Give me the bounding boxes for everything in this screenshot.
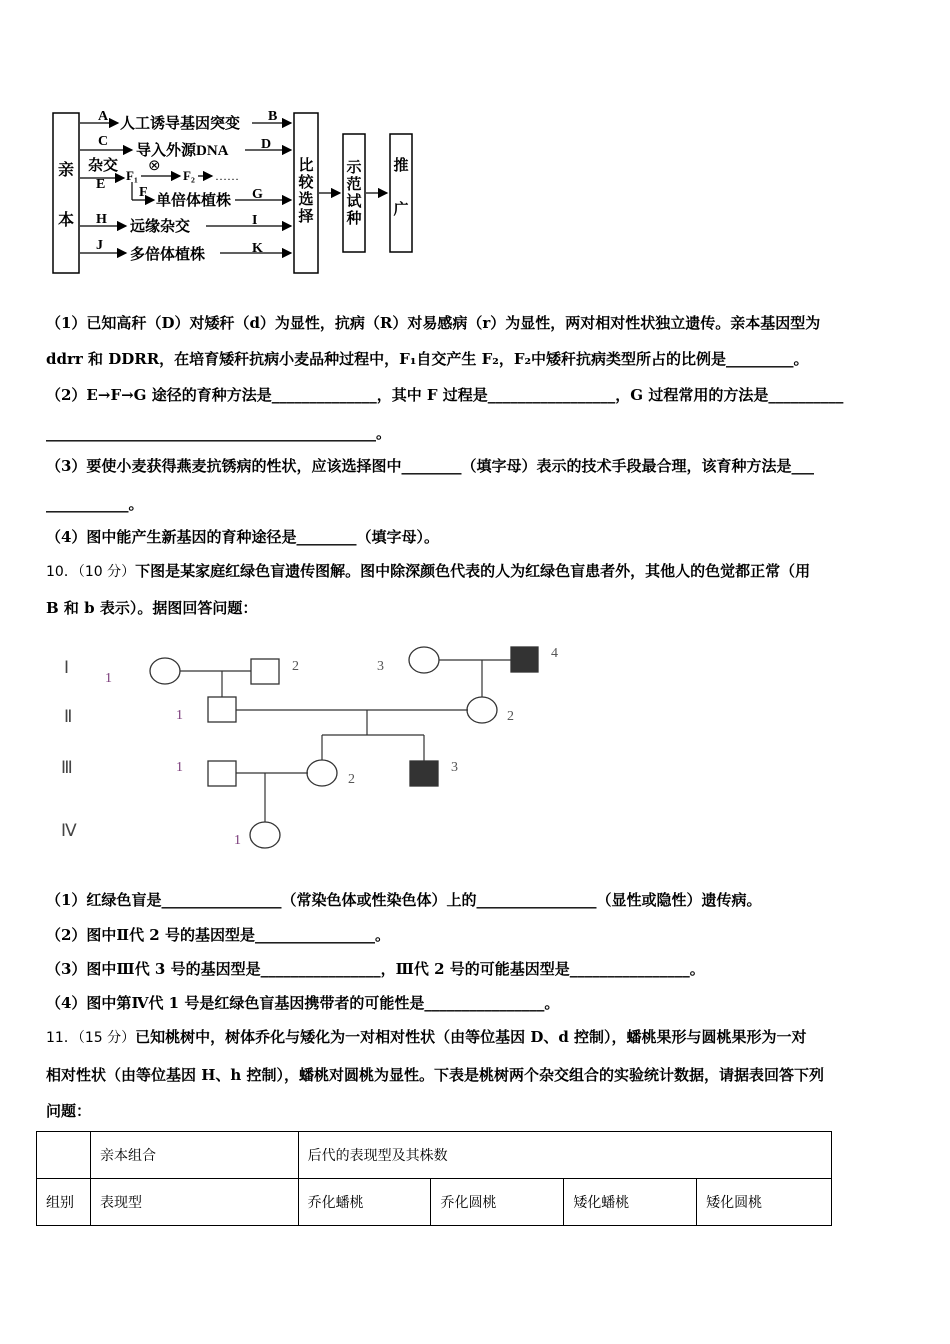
q10-stem-line1 bbox=[46, 560, 810, 581]
g2-1-male bbox=[208, 697, 236, 722]
header-offspring: 后代的表现型及其株数 bbox=[298, 1132, 831, 1179]
header-dwarf-round: 矮化圆桃 bbox=[697, 1179, 832, 1226]
q10-text: 下图是某家庭红绿色盲遗传图解。图中除深颜色代表的人为红绿色盲患者外，其他人的色觉都正常（用 bbox=[135, 562, 811, 580]
breeding-flow-diagram bbox=[40, 100, 440, 285]
g1-2-label: 2 bbox=[292, 659, 299, 674]
q11-number: 11． bbox=[46, 1030, 78, 1046]
row6-letter-out: K bbox=[252, 241, 263, 256]
q10-part3: （3）图中Ⅲ代 3 号的基因型是________________，Ⅲ代 2 号的可能基因型是________________。 bbox=[46, 960, 705, 978]
g3-2-label: 2 bbox=[348, 772, 355, 787]
row4-label: 单倍体植株 bbox=[156, 193, 232, 209]
gen-label-3: Ⅲ bbox=[61, 758, 73, 777]
table-cell-empty bbox=[37, 1132, 91, 1179]
g2-2-female bbox=[467, 697, 497, 723]
table-row bbox=[37, 1179, 832, 1226]
g3-1-label: 1 bbox=[176, 760, 183, 775]
g1-4-male-affected bbox=[511, 647, 538, 672]
row2-letter-in: C bbox=[98, 134, 109, 149]
q9-part3-line1: （3）要使小麦获得燕麦抗锈病的性状，应该选择图中________（填字母）表示的技术手段最合理，该育种方法是___ bbox=[46, 457, 814, 475]
q9-part4: （4）图中能产生新基因的育种途径是________（填字母）。 bbox=[46, 528, 439, 546]
header-phenotype: 表现型 bbox=[90, 1179, 298, 1226]
q10-score: （10 分） bbox=[77, 564, 136, 580]
pedigree-chart bbox=[50, 640, 570, 865]
q9-part2-line2: ____________________________________________。 bbox=[46, 424, 392, 442]
row3-letter-mid: E bbox=[96, 177, 106, 192]
header-tall-flat: 乔化蟠桃 bbox=[298, 1179, 431, 1226]
g1-4-label: 4 bbox=[551, 646, 558, 661]
g1-3-label: 3 bbox=[377, 659, 384, 674]
header-group: 组别 bbox=[37, 1179, 91, 1226]
row4-letter-in: F bbox=[139, 185, 148, 200]
q11-score: （15 分） bbox=[77, 1030, 136, 1046]
g3-3-label: 3 bbox=[451, 760, 458, 775]
q11-stem-line3: 问题： bbox=[46, 1102, 92, 1120]
q9-part2-line1: （2）E→F→G 途径的育种方法是______________，其中 F 过程是_________________，G 过程常用的方法是__________ bbox=[46, 386, 844, 404]
q9-part3-line2: ___________。 bbox=[46, 495, 144, 513]
row2-letter-out: D bbox=[261, 137, 272, 152]
g2-1-label: 1 bbox=[176, 708, 183, 723]
promote-box bbox=[390, 134, 412, 252]
gen-label-1: Ⅰ bbox=[64, 658, 70, 677]
row6-label: 多倍体植株 bbox=[130, 247, 206, 263]
table-row bbox=[37, 1132, 832, 1179]
row5-letter-out: I bbox=[252, 213, 258, 228]
row3-f1: F₁ bbox=[126, 168, 138, 183]
q9-part1-line2: ddrr 和 DDRR，在培育矮秆抗病小麦品种过程中，F₁自交产生 F₂，F₂中矮秆抗病类型所占的比例是_________。 bbox=[46, 350, 809, 368]
row2-label: 导入外源DNA bbox=[136, 143, 229, 159]
g3-1-male bbox=[208, 761, 236, 786]
compare-char-3: 选 bbox=[298, 192, 314, 208]
g4-1-female bbox=[250, 822, 280, 848]
q10-part1: （1）红绿色盲是________________（常染色体或性染色体）上的________________（显性或隐性）遗传病。 bbox=[46, 891, 762, 909]
q10-stem-line2: B 和 b 表示）。据图回答问题： bbox=[46, 599, 258, 617]
row5-label: 远缘杂交 bbox=[130, 219, 191, 235]
g4-1-label: 1 bbox=[234, 833, 241, 848]
header-parent-combo: 亲本组合 bbox=[90, 1132, 298, 1179]
row6-letter-in: J bbox=[96, 238, 103, 253]
promote-char-2: 广 bbox=[393, 202, 409, 218]
q10-part2: （2）图中Ⅱ代 2 号的基因型是________________。 bbox=[46, 926, 390, 944]
header-dwarf-flat: 矮化蟠桃 bbox=[564, 1179, 697, 1226]
gen-label-4: Ⅳ bbox=[61, 821, 77, 840]
cross-data-table bbox=[36, 1131, 832, 1226]
parent-char-1: 亲 bbox=[57, 162, 75, 179]
row1-label: 人工诱导基因突变 bbox=[120, 116, 241, 132]
promote-char-1: 推 bbox=[393, 158, 409, 174]
row3-dots: …… bbox=[215, 169, 239, 183]
row3-f2: F₂ bbox=[183, 168, 195, 183]
demo-char-3: 试 bbox=[346, 194, 362, 210]
parent-box bbox=[53, 113, 79, 273]
q9-part1-line1: （1）已知高秆（D）对矮秆（d）为显性，抗病（R）对易感病（r）为显性，两对相对性状独立遗传。亲本基因型为 bbox=[46, 314, 821, 332]
row3-cross-symbol: ⊗ bbox=[148, 158, 161, 174]
demo-char-2: 范 bbox=[346, 177, 362, 193]
row5-letter-in: H bbox=[96, 212, 107, 227]
demo-char-1: 示 bbox=[346, 160, 362, 176]
q11-text: 已知桃树中，树体乔化与矮化为一对相对性状（由等位基因 D、d 控制），蟠桃果形与圆桃果形为一对 bbox=[135, 1028, 807, 1046]
compare-char-4: 择 bbox=[298, 209, 314, 225]
row4-letter-out: G bbox=[252, 187, 263, 202]
g1-1-female bbox=[150, 658, 180, 684]
row1-letter-in: A bbox=[98, 109, 109, 124]
compare-char-2: 较 bbox=[298, 175, 314, 191]
g1-1-label: 1 bbox=[105, 671, 112, 686]
q11-stem-line1 bbox=[46, 1026, 807, 1047]
demo-box bbox=[343, 134, 365, 252]
q10-number: 10． bbox=[46, 564, 78, 580]
gen-label-2: Ⅱ bbox=[64, 707, 73, 726]
g1-2-male bbox=[251, 659, 279, 684]
parent-char-2: 本 bbox=[57, 212, 75, 229]
g2-2-label: 2 bbox=[507, 709, 514, 724]
g1-3-female bbox=[409, 647, 439, 673]
q11-stem-line2: 相对性状（由等位基因 H、h 控制），蟠桃对圆桃为显性。下表是桃树两个杂交组合的实验统计数据，请据表回答下列 bbox=[46, 1066, 825, 1084]
g3-2-female bbox=[307, 760, 337, 786]
g3-3-male-affected bbox=[410, 761, 438, 786]
row1-letter-out: B bbox=[268, 109, 278, 124]
compare-char-1: 比 bbox=[298, 158, 314, 174]
header-tall-round: 乔化圆桃 bbox=[431, 1179, 564, 1226]
demo-char-4: 种 bbox=[346, 211, 362, 227]
q10-part4: （4）图中第Ⅳ代 1 号是红绿色盲基因携带者的可能性是________________。 bbox=[46, 994, 560, 1012]
row3-letter-in: 杂交 bbox=[88, 158, 119, 174]
